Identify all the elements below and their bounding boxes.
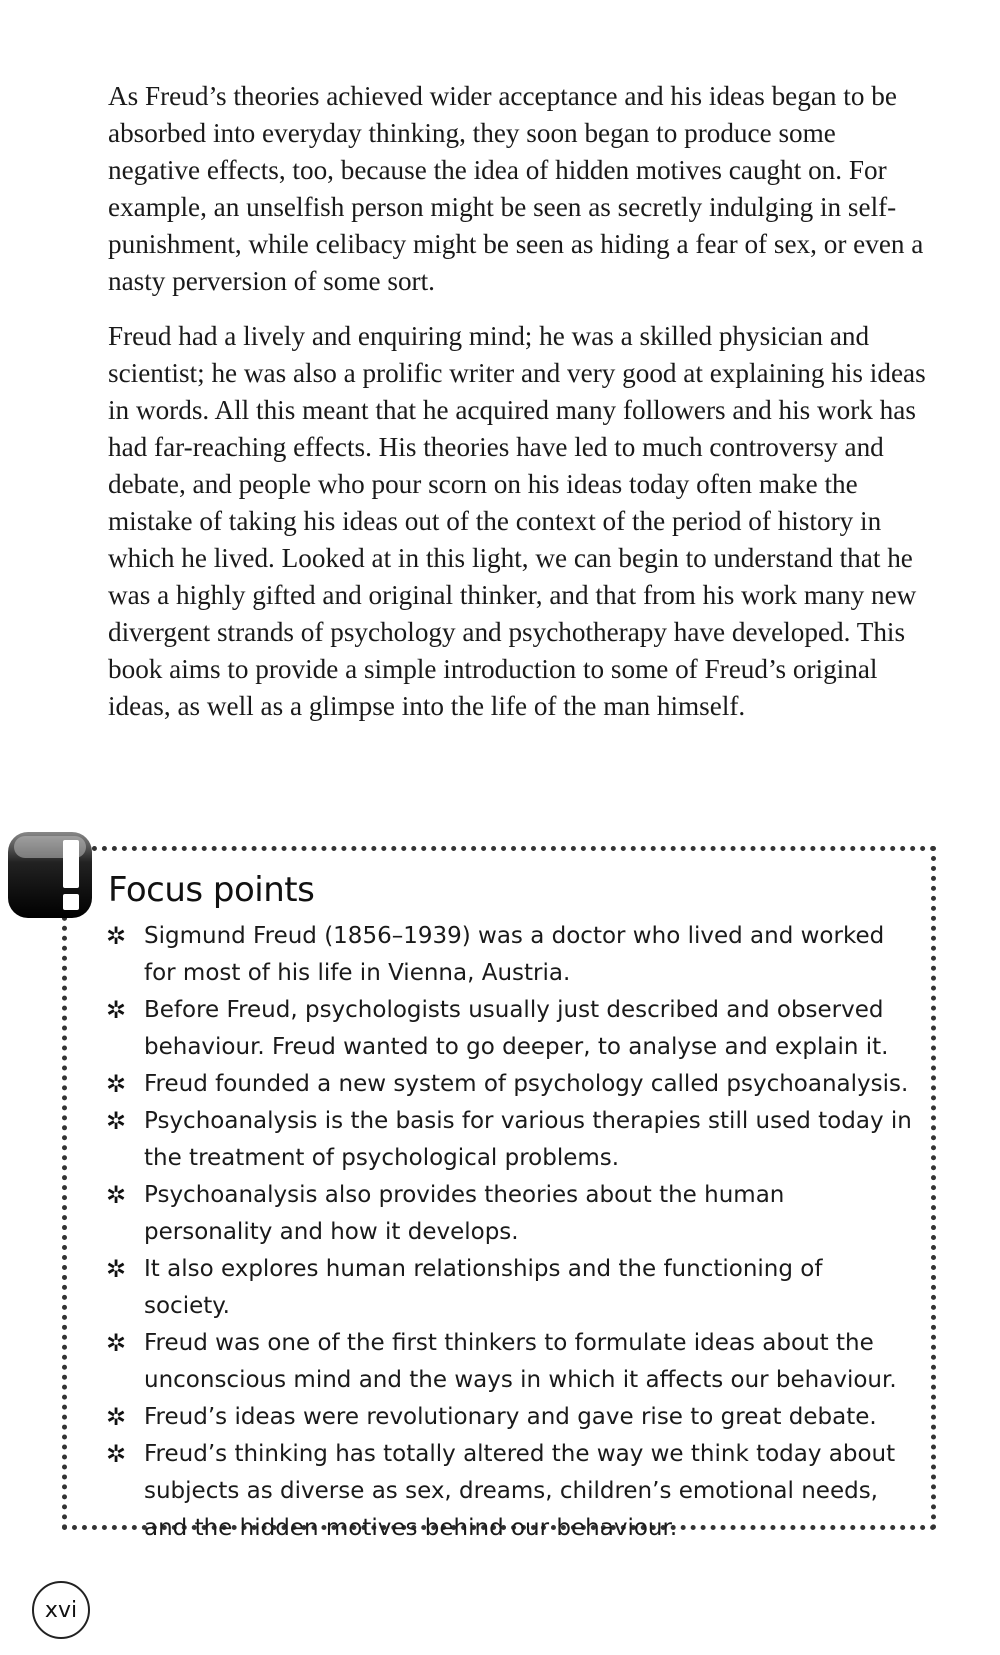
- asterisk-bullet-icon: ✲: [106, 1403, 127, 1431]
- list-item: ✲ Freud’s ideas were revolutionary and gave rise to great debate.: [106, 1399, 914, 1436]
- list-item: ✲ Freud founded a new system of psychology called psychoanalysis.: [106, 1066, 914, 1103]
- asterisk-bullet-icon: ✲: [106, 1255, 127, 1283]
- asterisk-bullet-icon: ✲: [106, 1070, 127, 1098]
- paragraph-1: As Freud’s theories achieved wider acceptance and his ideas began to be absorbed into everyday thinking, they soon began to produce some negative effects, too, because the idea of hidden motives caught on. For example, an unselfish person might be seen as secretly indulging in self-punishment, while celibacy might be seen as hiding a fear of sex, or even a nasty perversion of some sort.: [108, 81, 924, 296]
- exclamation-icon: [6, 830, 94, 920]
- asterisk-bullet-icon: ✲: [106, 1181, 127, 1209]
- asterisk-bullet-icon: ✲: [106, 922, 127, 950]
- focus-points-title: Focus points: [108, 870, 315, 910]
- asterisk-bullet-icon: ✲: [106, 996, 127, 1024]
- list-item: ✲ Sigmund Freud (1856–1939) was a doctor who lived and worked for most of his life in Vienna, Austria.: [106, 918, 914, 992]
- asterisk-bullet-icon: ✲: [106, 1107, 127, 1135]
- list-item: ✲ Psychoanalysis is the basis for various therapies still used today in the treatment of psychological problems.: [106, 1103, 914, 1177]
- asterisk-bullet-icon: ✲: [106, 1329, 127, 1357]
- list-item: ✲ It also explores human relationships and the functioning of society.: [106, 1251, 914, 1325]
- body-text: [108, 78, 928, 743]
- asterisk-bullet-icon: ✲: [106, 1440, 127, 1468]
- paragraph-2: Freud had a lively and enquiring mind; he was a skilled physician and scientist; he was also a prolific writer and very good at explaining his ideas in words. All this meant that he acquired many followers and his work has had far-reaching effects. His theories have led to much controversy and debate, and people who pour scorn on his ideas today often make the mistake of taking his ideas out of the context of the period of history in which he lived. Looked at in this light, we can begin to understand that he was a highly gifted and original thinker, and that from his work many new divergent strands of psychology and psychotherapy have developed. This book aims to provide a simple introduction to some of Freud’s original ideas, as well as a glimpse into the life of the man himself.: [108, 321, 926, 721]
- page-number: xvi: [32, 1581, 90, 1639]
- focus-points-list: [106, 918, 914, 1547]
- list-item: ✲ Psychoanalysis also provides theories about the human personality and how it develops.: [106, 1177, 914, 1251]
- list-item: ✲ Before Freud, psychologists usually just described and observed behaviour. Freud wanted to go deeper, to analyse and explain it.: [106, 992, 914, 1066]
- list-item: ✲ Freud was one of the first thinkers to formulate ideas about the unconscious mind and the ways in which it affects our behaviour.: [106, 1325, 914, 1399]
- list-item: ✲ Freud’s thinking has totally altered the way we think today about subjects as diverse as sex, dreams, children’s emotional needs, and the hidden motives behind our behaviour.: [106, 1436, 914, 1547]
